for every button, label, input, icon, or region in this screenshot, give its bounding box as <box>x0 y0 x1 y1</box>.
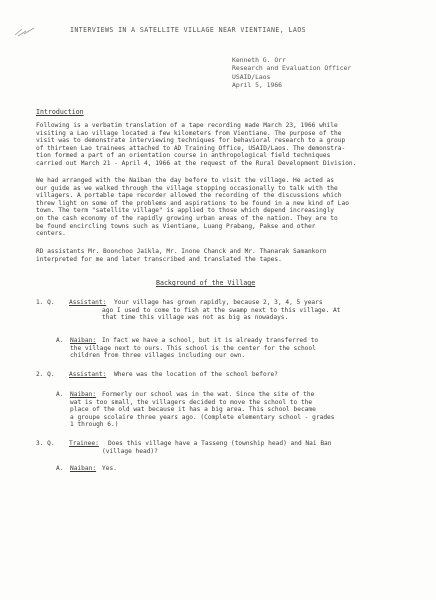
utterance-text <box>102 391 314 399</box>
author-name: Kenneth G. Orr <box>232 56 286 64</box>
speaker-label: Assistant: <box>69 299 107 306</box>
document-title: INTERVIEWS IN A SATELLITE VILLAGE NEAR VIENTIANE, LAOS <box>70 26 306 34</box>
item-number: 3. Q. <box>36 440 55 447</box>
utterance-line: place of the old wat because it has a big area. This school became <box>70 406 316 414</box>
utterance-text <box>108 440 332 448</box>
utterance-line: (village head)? <box>102 447 158 455</box>
paragraph-line: We had arranged with the Naiban the day before to visit the village. He acted as <box>36 177 335 184</box>
utterance-text <box>102 337 318 345</box>
utterance-line: Does this village have a Tasseng (township head) and Nai Ban <box>108 440 332 447</box>
utterance-line: In fact we have a school, but it is already transferred to <box>102 337 319 344</box>
item-number: A. <box>56 391 64 398</box>
paragraph-line: threw light on some of the problems and aspirations to be found in a new kind of Lao <box>36 199 349 207</box>
speaker-label: Trainee: <box>69 440 99 447</box>
paragraph-line: Following is a verbatim translation of a tape recording made March 23, 1966 while <box>36 122 338 129</box>
utterance-line: Formerly our school was in the wat. Since the site of the <box>102 391 315 398</box>
author-position: Research and Evaluation Officer <box>232 64 352 73</box>
item-number: 1. Q. <box>36 299 55 306</box>
paragraph-line: villagers. A portable tape recorder allowed the recording of the discussions which <box>36 192 342 200</box>
paragraph-line: interpreted for me and later transcribed and translated the tapes. <box>36 255 282 263</box>
utterance-line: a groupe scolaire three years ago. (Complete elementary school - grades <box>70 413 335 421</box>
paragraph-line: visiting a Lao village located a few kilometers from Vientiane. The purpose of the <box>36 129 342 137</box>
utterance-line: children from three villages including our own. <box>70 352 246 360</box>
utterance-line: Where was the location of the school before? <box>114 371 278 378</box>
utterance-line: 1 through 6.) <box>70 421 119 429</box>
introduction-paragraph-2 <box>36 177 384 238</box>
speaker-label: Naiban: <box>70 391 97 398</box>
paragraph-line: town. The term "satellite village" is applied to those which depend increasingly <box>36 207 335 215</box>
speaker-label: Naiban: <box>70 465 97 472</box>
utterance-text <box>114 299 323 307</box>
speaker-label: Assistant: <box>69 371 107 378</box>
paragraph-line: our guide as we walked through the village stopping occasionally to talk with the <box>36 184 338 192</box>
item-number: A. <box>56 337 64 344</box>
utterance-line: wat is too small, the villagers decided to move the school to the <box>70 398 313 406</box>
utterance-continuation <box>102 307 340 322</box>
introduction-paragraph-3 <box>36 248 384 263</box>
paragraph-line: RD assistants Mr. Boonchoo Jaikla, Mr. Inone Chanck and Mr. Thanarak Samankorn <box>36 248 327 255</box>
utterance-line: Yes. <box>102 465 117 472</box>
background-heading: Background of the Village <box>156 279 256 287</box>
paragraph-line: on the cash economy of the rapidly growing urban areas of the nation. They are to <box>36 214 338 222</box>
paragraph-line: visit was to demonstrate interviewing techniques for behavioral research to a group <box>36 137 346 145</box>
utterance-text <box>102 465 117 473</box>
utterance-line: that time this village was not as big as nowadays. <box>102 314 289 322</box>
speaker-label: Naiban: <box>70 337 97 344</box>
paragraph-line: of thirteen Lao trainees attached to AD Training Office, USAID/Laos. The demonstra- <box>36 144 346 152</box>
introduction-paragraph-1 <box>36 122 384 168</box>
utterance-continuation <box>102 448 158 456</box>
paragraph-line: be found encircling towns such as Vientiane, Luang Prabang, Pakse and other <box>36 222 316 230</box>
item-number: A. <box>56 465 64 472</box>
utterance-text <box>114 371 278 379</box>
utterance-line: ago I used to come to fish at the swamp next to this village. At <box>102 306 341 314</box>
author-block <box>232 56 351 90</box>
paragraph-line: centers. <box>36 230 66 238</box>
paper-smudge <box>14 26 36 38</box>
author-organization: USAID/Laos <box>232 72 271 81</box>
utterance-continuation <box>70 345 316 360</box>
introduction-heading: Introduction <box>36 108 84 116</box>
utterance-line: the village next to ours. This school is the center for the school <box>70 344 316 352</box>
item-number: 2. Q. <box>36 371 55 378</box>
paragraph-line: carried out March 21 - April 4, 1966 at the request of the Rural Development Division. <box>36 159 357 167</box>
document-date: April 5, 1966 <box>232 81 283 90</box>
utterance-line: Your village has grown rapidly, because 2, 3, 4, 5 years <box>114 299 323 306</box>
utterance-continuation <box>70 399 335 429</box>
paragraph-line: tion formed a part of an orientation course in anthropological field techniques <box>36 152 331 160</box>
